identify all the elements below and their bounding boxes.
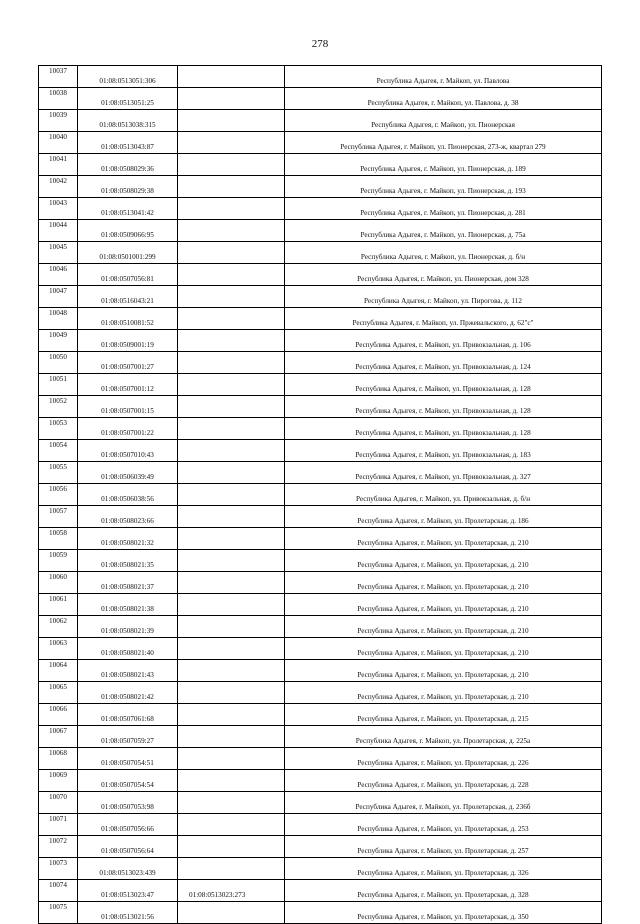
table-row (39, 594, 602, 616)
row-number-cell: 10065 (39, 682, 78, 704)
table-row (39, 770, 602, 792)
cadastral-number-cell: 01:08:0507059:27 (78, 726, 178, 748)
page-number: 278 (311, 38, 329, 50)
table-row (39, 286, 602, 308)
row-number-cell: 10048 (39, 308, 78, 330)
row-number-cell: 10066 (39, 704, 78, 726)
address-cell: Республика Адыгея, г. Майкоп, ул. Привокзальная, д. 128 (285, 396, 602, 418)
address-cell: Республика Адыгея, г. Майкоп, ул. Пролетарская, д. 253 (285, 814, 602, 836)
table-row (39, 792, 602, 814)
additional-cadastral-cell (178, 352, 285, 374)
additional-cadastral-cell (178, 726, 285, 748)
table-row (39, 638, 602, 660)
additional-cadastral-cell (178, 836, 285, 858)
row-number-cell: 10046 (39, 264, 78, 286)
cadastral-number-cell: 01:08:0507001:15 (78, 396, 178, 418)
registry-table-body (39, 66, 602, 924)
row-number-cell: 10058 (39, 528, 78, 550)
row-number-cell: 10040 (39, 132, 78, 154)
cadastral-number-cell: 01:08:0508021:38 (78, 594, 178, 616)
table-row (39, 308, 602, 330)
table-row (39, 264, 602, 286)
additional-cadastral-cell (178, 792, 285, 814)
cadastral-number-cell: 01:08:0507001:22 (78, 418, 178, 440)
row-number-cell: 10057 (39, 506, 78, 528)
row-number-cell: 10072 (39, 836, 78, 858)
additional-cadastral-cell (178, 462, 285, 484)
cadastral-number-cell: 01:08:0508021:37 (78, 572, 178, 594)
address-cell: Республика Адыгея, г. Майкоп, ул. Пирогова, д. 112 (285, 286, 602, 308)
address-cell: Республика Адыгея, г. Майкоп, ул. Пролетарская, д. 210 (285, 616, 602, 638)
address-cell: Республика Адыгея, г. Майкоп, ул. Привокзальная, д. 124 (285, 352, 602, 374)
additional-cadastral-cell: 01:08:0513023:273 (178, 880, 285, 902)
additional-cadastral-cell (178, 484, 285, 506)
row-number-cell: 10041 (39, 154, 78, 176)
cadastral-number-cell: 01:08:0507053:98 (78, 792, 178, 814)
table-row (39, 682, 602, 704)
additional-cadastral-cell (178, 528, 285, 550)
cadastral-number-cell: 01:08:0513038:315 (78, 110, 178, 132)
table-row (39, 198, 602, 220)
table-row (39, 418, 602, 440)
table-row (39, 660, 602, 682)
cadastral-number-cell: 01:08:0506039:49 (78, 462, 178, 484)
table-row (39, 66, 602, 88)
additional-cadastral-cell (178, 770, 285, 792)
cadastral-number-cell: 01:08:0509001:19 (78, 330, 178, 352)
table-row (39, 880, 602, 902)
table-row (39, 154, 602, 176)
additional-cadastral-cell (178, 110, 285, 132)
cadastral-number-cell: 01:08:0516043:21 (78, 286, 178, 308)
address-cell: Республика Адыгея, г. Майкоп, ул. Пролетарская, д. 328 (285, 880, 602, 902)
table-row (39, 572, 602, 594)
additional-cadastral-cell (178, 308, 285, 330)
table-row (39, 220, 602, 242)
address-cell: Республика Адыгея, г. Майкоп, ул. Пролетарская, д. 350 (285, 902, 602, 924)
address-cell: Республика Адыгея, г. Майкоп, ул. Пролетарская, д. 326 (285, 858, 602, 880)
address-cell: Республика Адыгея, г. Майкоп, ул. Привокзальная, д. 106 (285, 330, 602, 352)
additional-cadastral-cell (178, 286, 285, 308)
cadastral-number-cell: 01:08:0513051:25 (78, 88, 178, 110)
table-row (39, 528, 602, 550)
cadastral-number-cell: 01:08:0506038:56 (78, 484, 178, 506)
address-cell: Республика Адыгея, г. Майкоп, ул. Привокзальная, д. 128 (285, 374, 602, 396)
table-row (39, 440, 602, 462)
address-cell: Республика Адыгея, г. Майкоп, ул. Пионерская, д. 281 (285, 198, 602, 220)
address-cell: Республика Адыгея, г. Майкоп, ул. Пионерская, д. б/н (285, 242, 602, 264)
additional-cadastral-cell (178, 506, 285, 528)
cadastral-number-cell: 01:08:0508029:36 (78, 154, 178, 176)
row-number-cell: 10053 (39, 418, 78, 440)
row-number-cell: 10049 (39, 330, 78, 352)
additional-cadastral-cell (178, 572, 285, 594)
cadastral-number-cell: 01:08:0508023:66 (78, 506, 178, 528)
additional-cadastral-cell (178, 682, 285, 704)
address-cell: Республика Адыгея, г. Майкоп, ул. Пролетарская, д. 257 (285, 836, 602, 858)
table-row (39, 462, 602, 484)
address-cell: Республика Адыгея, г. Майкоп, ул. Привокзальная, д. 327 (285, 462, 602, 484)
row-number-cell: 10043 (39, 198, 78, 220)
cadastral-number-cell: 01:08:0507001:12 (78, 374, 178, 396)
row-number-cell: 10044 (39, 220, 78, 242)
table-row (39, 550, 602, 572)
row-number-cell: 10054 (39, 440, 78, 462)
additional-cadastral-cell (178, 176, 285, 198)
table-row (39, 330, 602, 352)
registry-table (38, 65, 602, 924)
cadastral-number-cell: 01:08:0513023:439 (78, 858, 178, 880)
cadastral-number-cell: 01:08:0508029:38 (78, 176, 178, 198)
address-cell: Республика Адыгея, г. Майкоп, ул. Пролетарская, д. 228 (285, 770, 602, 792)
row-number-cell: 10070 (39, 792, 78, 814)
address-cell: Республика Адыгея, г. Майкоп, ул. Пионерская, д. 189 (285, 154, 602, 176)
row-number-cell: 10068 (39, 748, 78, 770)
table-row (39, 858, 602, 880)
address-cell: Республика Адыгея, г. Майкоп, ул. Пролетарская, д. 210 (285, 682, 602, 704)
row-number-cell: 10055 (39, 462, 78, 484)
row-number-cell: 10047 (39, 286, 78, 308)
table-row (39, 726, 602, 748)
table-row (39, 836, 602, 858)
cadastral-number-cell: 01:08:0513051:306 (78, 66, 178, 88)
table-row (39, 176, 602, 198)
address-cell: Республика Адыгея, г. Майкоп, ул. Пролетарская, д. 210 (285, 594, 602, 616)
additional-cadastral-cell (178, 88, 285, 110)
cadastral-number-cell: 01:08:0513043:87 (78, 132, 178, 154)
address-cell: Республика Адыгея, г. Майкоп, ул. Пионерская, д. 193 (285, 176, 602, 198)
address-cell: Республика Адыгея, г. Майкоп, ул. Привокзальная, д. б/н (285, 484, 602, 506)
table-row (39, 110, 602, 132)
address-cell: Республика Адыгея, г. Майкоп, ул. Пролетарская, д. 186 (285, 506, 602, 528)
row-number-cell: 10071 (39, 814, 78, 836)
additional-cadastral-cell (178, 616, 285, 638)
additional-cadastral-cell (178, 440, 285, 462)
row-number-cell: 10038 (39, 88, 78, 110)
additional-cadastral-cell (178, 242, 285, 264)
cadastral-number-cell: 01:08:0508021:39 (78, 616, 178, 638)
table-row (39, 616, 602, 638)
address-cell: Республика Адыгея, г. Майкоп, ул. Пролетарская, д. 236б (285, 792, 602, 814)
cadastral-number-cell: 01:08:0507061:68 (78, 704, 178, 726)
table-row (39, 506, 602, 528)
row-number-cell: 10059 (39, 550, 78, 572)
row-number-cell: 10061 (39, 594, 78, 616)
row-number-cell: 10052 (39, 396, 78, 418)
cadastral-number-cell: 01:08:0507010:43 (78, 440, 178, 462)
row-number-cell: 10050 (39, 352, 78, 374)
cadastral-number-cell: 01:08:0508021:42 (78, 682, 178, 704)
table-row (39, 132, 602, 154)
address-cell: Республика Адыгея, г. Майкоп, ул. Пионерская, 273-ж, квартал 279 (285, 132, 602, 154)
table-row (39, 88, 602, 110)
cadastral-number-cell: 01:08:0510081:52 (78, 308, 178, 330)
cadastral-number-cell: 01:08:0508021:32 (78, 528, 178, 550)
additional-cadastral-cell (178, 220, 285, 242)
additional-cadastral-cell (178, 330, 285, 352)
cadastral-number-cell: 01:08:0507056:81 (78, 264, 178, 286)
additional-cadastral-cell (178, 858, 285, 880)
address-cell: Республика Адыгея, г. Майкоп, ул. Пионерская, д. 75а (285, 220, 602, 242)
cadastral-number-cell: 01:08:0513021:56 (78, 902, 178, 924)
additional-cadastral-cell (178, 748, 285, 770)
additional-cadastral-cell (178, 66, 285, 88)
cadastral-number-cell: 01:08:0507054:51 (78, 748, 178, 770)
cadastral-number-cell: 01:08:0507056:64 (78, 836, 178, 858)
additional-cadastral-cell (178, 264, 285, 286)
address-cell: Республика Адыгея, г. Майкоп, ул. Пионерская, дом 328 (285, 264, 602, 286)
address-cell: Республика Адыгея, г. Майкоп, ул. Пролетарская, д. 225а (285, 726, 602, 748)
additional-cadastral-cell (178, 814, 285, 836)
cadastral-number-cell: 01:08:0501001:299 (78, 242, 178, 264)
additional-cadastral-cell (178, 198, 285, 220)
address-cell: Республика Адыгея, г. Майкоп, ул. Привокзальная, д. 128 (285, 418, 602, 440)
row-number-cell: 10067 (39, 726, 78, 748)
address-cell: Республика Адыгея, г. Майкоп, ул. Пролетарская, д. 215 (285, 704, 602, 726)
cadastral-number-cell: 01:08:0513041:42 (78, 198, 178, 220)
additional-cadastral-cell (178, 550, 285, 572)
row-number-cell: 10056 (39, 484, 78, 506)
additional-cadastral-cell (178, 594, 285, 616)
row-number-cell: 10060 (39, 572, 78, 594)
cadastral-number-cell: 01:08:0508021:40 (78, 638, 178, 660)
address-cell: Республика Адыгея, г. Майкоп, ул. Пионерская (285, 110, 602, 132)
table-row (39, 374, 602, 396)
address-cell: Республика Адыгея, г. Майкоп, ул. Павлова (285, 66, 602, 88)
table-row (39, 242, 602, 264)
row-number-cell: 10074 (39, 880, 78, 902)
cadastral-number-cell: 01:08:0508021:35 (78, 550, 178, 572)
additional-cadastral-cell (178, 374, 285, 396)
row-number-cell: 10064 (39, 660, 78, 682)
address-cell: Республика Адыгея, г. Майкоп, ул. Пролетарская, д. 210 (285, 638, 602, 660)
address-cell: Республика Адыгея, г. Майкоп, ул. Павлова, д. 38 (285, 88, 602, 110)
table-row (39, 814, 602, 836)
cadastral-number-cell: 01:08:0513023:47 (78, 880, 178, 902)
cadastral-number-cell: 01:08:0508021:43 (78, 660, 178, 682)
table-row (39, 352, 602, 374)
additional-cadastral-cell (178, 638, 285, 660)
row-number-cell: 10045 (39, 242, 78, 264)
row-number-cell: 10073 (39, 858, 78, 880)
row-number-cell: 10075 (39, 902, 78, 924)
cadastral-number-cell: 01:08:0507056:66 (78, 814, 178, 836)
additional-cadastral-cell (178, 704, 285, 726)
table-row (39, 704, 602, 726)
address-cell: Республика Адыгея, г. Майкоп, ул. Пролетарская, д. 210 (285, 660, 602, 682)
additional-cadastral-cell (178, 418, 285, 440)
address-cell: Республика Адыгея, г. Майкоп, ул. Привокзальная, д. 183 (285, 440, 602, 462)
row-number-cell: 10037 (39, 66, 78, 88)
table-row (39, 748, 602, 770)
address-cell: Республика Адыгея, г. Майкоп, ул. Пролетарская, д. 210 (285, 572, 602, 594)
cadastral-number-cell: 01:08:0507054:54 (78, 770, 178, 792)
cadastral-number-cell: 01:08:0507001:27 (78, 352, 178, 374)
row-number-cell: 10039 (39, 110, 78, 132)
address-cell: Республика Адыгея, г. Майкоп, ул. Пржевальского, д. 62"с" (285, 308, 602, 330)
address-cell: Республика Адыгея, г. Майкоп, ул. Пролетарская, д. 226 (285, 748, 602, 770)
additional-cadastral-cell (178, 154, 285, 176)
row-number-cell: 10069 (39, 770, 78, 792)
table-row (39, 484, 602, 506)
row-number-cell: 10062 (39, 616, 78, 638)
address-cell: Республика Адыгея, г. Майкоп, ул. Пролетарская, д. 210 (285, 528, 602, 550)
additional-cadastral-cell (178, 396, 285, 418)
row-number-cell: 10042 (39, 176, 78, 198)
cadastral-number-cell: 01:08:0509066:95 (78, 220, 178, 242)
row-number-cell: 10051 (39, 374, 78, 396)
row-number-cell: 10063 (39, 638, 78, 660)
address-cell: Республика Адыгея, г. Майкоп, ул. Пролетарская, д. 210 (285, 550, 602, 572)
additional-cadastral-cell (178, 132, 285, 154)
additional-cadastral-cell (178, 660, 285, 682)
table-row (39, 396, 602, 418)
